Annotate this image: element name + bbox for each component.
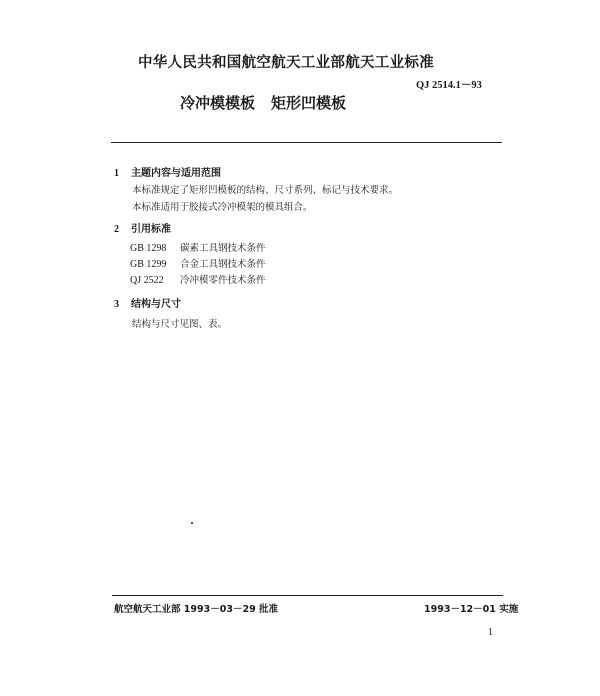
- section-heading-text: 引用标准: [131, 224, 171, 235]
- reference-code: QJ 2522: [130, 275, 164, 286]
- section-heading-text: 结构与尺寸: [131, 299, 181, 310]
- reference-title: 碳素工具钢技术条件: [180, 243, 266, 254]
- approval-info: 航空航天工业部 1993－03－29 批准: [114, 604, 278, 615]
- section-number: 1: [114, 168, 119, 179]
- section-1-paragraph-2: 本标准适用于胶接式冷冲模架的模具组合。: [132, 202, 313, 213]
- reference-row: [130, 256, 266, 270]
- title-part-1: 冷冲模模板: [180, 94, 256, 112]
- reference-title: 冷冲模零件技术条件: [180, 275, 266, 286]
- reference-row: [130, 272, 266, 286]
- section-1-heading: [114, 164, 221, 179]
- section-heading-text: 主题内容与适用范围: [131, 168, 221, 179]
- issuing-organization: 中华人民共和国航空航天工业部航天工业标准: [138, 55, 434, 71]
- reference-title: 合金工具钢技术条件: [180, 259, 266, 270]
- section-3-heading: [114, 295, 181, 310]
- header-divider: [111, 142, 502, 143]
- document-title: [180, 92, 346, 113]
- effective-date: 1993－12－01 实施: [424, 604, 519, 615]
- section-2-heading: [114, 220, 171, 235]
- reference-row: [130, 240, 266, 254]
- footer-divider: [112, 595, 503, 596]
- page-number: 1: [488, 627, 493, 638]
- section-number: 3: [114, 299, 119, 310]
- standard-code: QJ 2514.1－93: [416, 80, 482, 91]
- section-number: 2: [114, 224, 119, 235]
- stray-dot: [191, 522, 193, 524]
- reference-code: GB 1298: [130, 243, 167, 254]
- section-3-paragraph-1: 结构与尺寸见图、表。: [132, 319, 228, 330]
- title-part-2: 矩形凹模板: [271, 94, 347, 112]
- reference-code: GB 1299: [130, 259, 167, 270]
- section-1-paragraph-1: 本标准规定了矩形凹模板的结构、尺寸系列、标记与技术要求。: [132, 185, 399, 196]
